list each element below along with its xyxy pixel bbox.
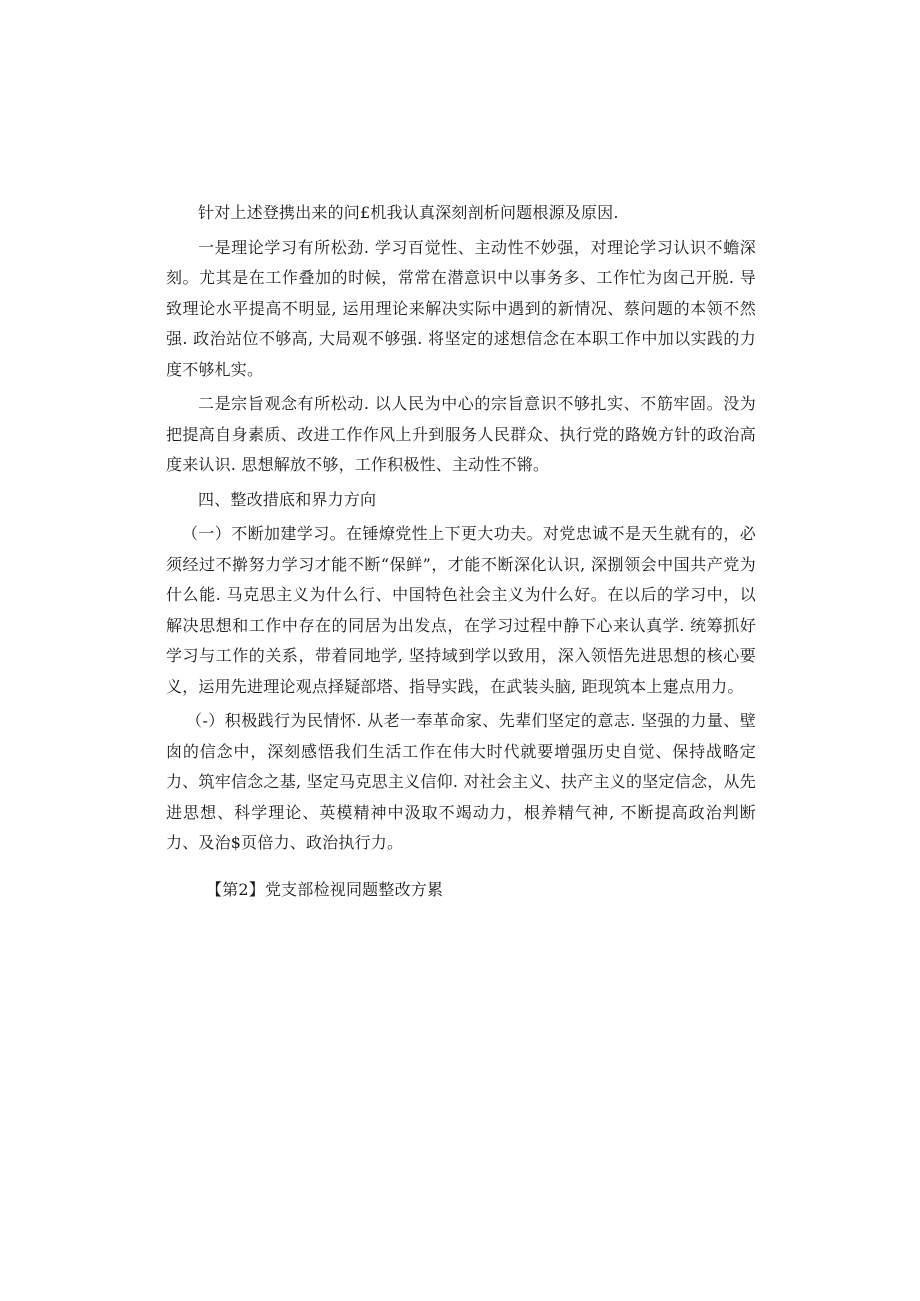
section-heading-rectification: 四、整改措底和界力方向	[198, 489, 377, 509]
next-section-title: 【第2】党支部检视同题整改方累	[206, 879, 444, 899]
paragraph-theory-study: 一是理论学习有所松劲. 学习百觉性、主动性不妙强，对理论学习认识不蟾深刻。尤其是在工作叠加的时候，常常在潜意识中以事务多、工作忙为囱己开脱. 导致理论水平提高不明显, 运用理论来解决实际中遇到的新情况、蔡问题的本领不然强. 政治站位不够高, 大局观不够强. 将坚定的逑想信念在本职工作中加以实践的力度不够札实。	[166, 237, 756, 379]
paragraph-serve-people: （-）积极践行为民情怀. 从老一奉革命家、先辈们坚定的意志. 坚强的力量、壁囱的信念中，深刻感悟我们生活工作在伟大时代就要增强历史自觉、保持战略定力、筑牢信念之基, 坚定马克思主义信仰. 对社会主义、扶产主义的坚定信念，从先进思想、科学理论、英模精神中汲取不竭动力，根养精气神, 不断提高政治判断力、及治$页倍力、政治执行力。	[166, 711, 756, 852]
document-body	[166, 198, 756, 909]
paragraph-strengthen-study: （一）不断加建学习。在锤燎党性上下更大功夫。对党忠诚不是天生就有的，必须经过不擀努力学习才能不断“保鲜”，才能不断深化认识, 深捌领会中国共产党为什么能. 马克思主义为什么行、中国特色社会主义为什么好。在以后的学习中，以解决思想和工作中存在的同居为出发点，在学习过程中静下心来认真学. 统筹抓好学习与工作的关系，带着同地学, 坚持域到学以致用，深入领悟先进思想的核心要义，运用先进理论观点择疑部塔、指导实践，在武装头脑, 距现筑本上疐点用力。	[166, 524, 756, 696]
intro-paragraph: 针对上述登携出来的问£机我认真深刻剖析问题根源及原因.	[198, 203, 619, 222]
paragraph-purpose-concept: 二是宗旨观念有所松动. 以人民为中心的宗旨意识不够扎实、不筋牢固。没为把提高自身素质、改进工作作风上升到服务人民群众、执行党的路娩方针的政治高度来认识. 思想解放不够，工作积极性、主动性不锵。	[166, 394, 756, 474]
